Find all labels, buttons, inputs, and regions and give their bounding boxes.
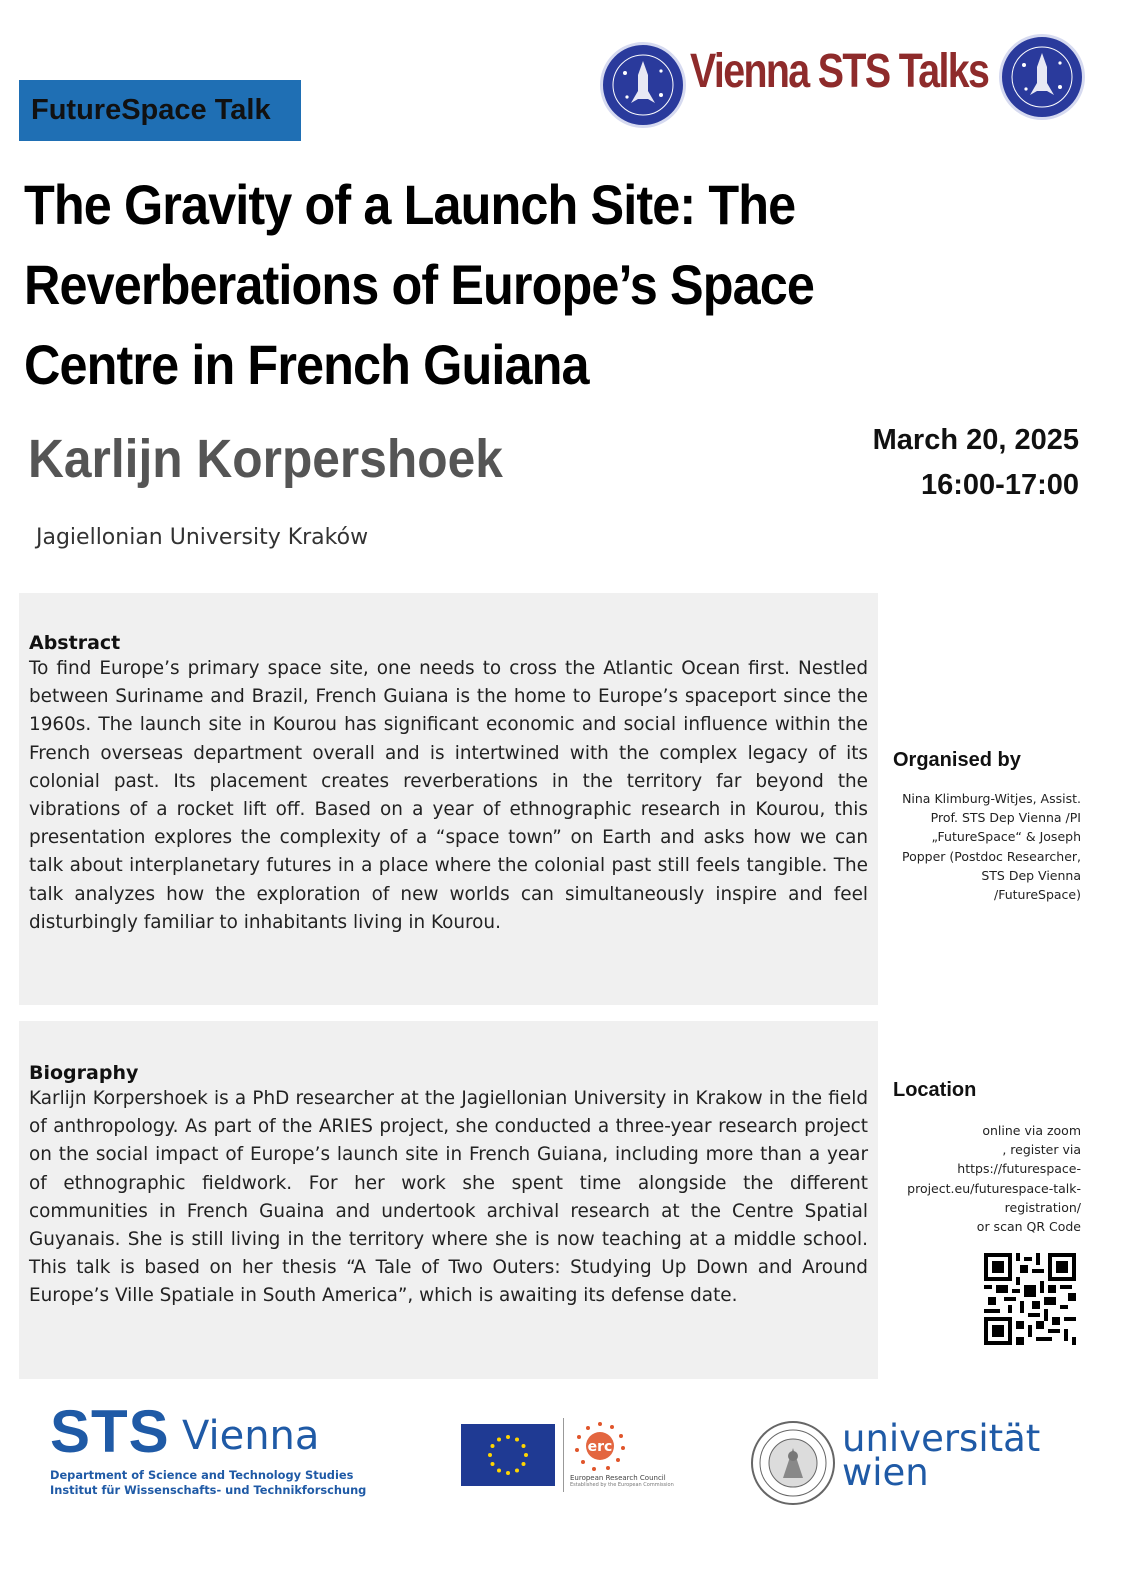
uni-line1: universität bbox=[842, 1417, 1041, 1460]
organised-heading: Organised by bbox=[893, 749, 1021, 771]
organisers-line: /FutureSpace) bbox=[994, 887, 1081, 903]
location-link[interactable]: https://futurespace- bbox=[957, 1161, 1081, 1177]
organisers-line: Popper (Postdoc Researcher, bbox=[901, 848, 1081, 864]
organisers-line: STS Dep Vienna bbox=[981, 867, 1081, 883]
location-link[interactable]: registration/ bbox=[1004, 1199, 1081, 1215]
sts-dept-en: Department of Science and Technology Studies bbox=[50, 1468, 354, 1482]
logo-divider bbox=[563, 1418, 564, 1492]
location-text bbox=[876, 1121, 1081, 1236]
erc-name: European Research Council bbox=[570, 1474, 666, 1482]
erc-caption bbox=[570, 1474, 674, 1488]
erc-logo bbox=[570, 1418, 674, 1494]
event-date: March 20, 2025 bbox=[872, 424, 1079, 456]
biography-text: Karlijn Korpershoek is a PhD researcher at the Jagiellonian University in Krakow in the field of anthropology. As part of the ARIES project, she conducted a three-year research project on the social impact of Europe’s launch site in French Guiana, including more than a year of ethnographic fieldwork. For her work she spent time alongside the different communities in French Guaina and undertook archival research at the Centre Spatial Guyanais. She is still living in the territory where she is now teaching at a middle school. This talk is based on her thesis “A Tale of Two Outers: Studying Up Down and Around Europe’s Ville Spatiale in South America”, which is awaiting its defense date. bbox=[29, 1088, 868, 1307]
vienna-sts-talks-logo bbox=[600, 34, 1085, 134]
organisers-text bbox=[876, 789, 1081, 904]
biography-panel bbox=[19, 1021, 878, 1379]
talk-series-tag: FutureSpace Talk bbox=[19, 80, 301, 141]
organisers-line: Prof. STS Dep Vienna /PI bbox=[930, 810, 1081, 826]
university-wordmark bbox=[842, 1417, 1041, 1494]
talk-title: The Gravity of a Launch Site: The Reverberations of Europe’s Space Centre in French Guiana bbox=[24, 173, 815, 396]
sts-dept-de: Institut für Wissenschafts- und Technikforschung bbox=[50, 1483, 367, 1497]
erc-sub: Established by the European Commission bbox=[570, 1482, 674, 1488]
erc-burst-icon bbox=[570, 1418, 630, 1474]
speaker-affiliation: Jagiellonian University Kraków bbox=[36, 525, 369, 550]
sts-vienna-logo bbox=[50, 1398, 370, 1505]
qr-code-icon[interactable] bbox=[984, 1253, 1076, 1345]
abstract-panel bbox=[19, 593, 878, 1005]
speaker-name: Karlijn Korpershoek bbox=[28, 429, 503, 489]
rocket-badge-left-icon bbox=[600, 42, 686, 128]
event-datetime bbox=[873, 418, 1079, 508]
series-logo-text: Vienna STS Talks bbox=[690, 45, 989, 98]
location-heading: Location bbox=[893, 1079, 977, 1101]
university-seal-icon bbox=[750, 1420, 836, 1506]
rocket-badge-right-icon bbox=[999, 34, 1085, 120]
abstract-text: To find Europe’s primary space site, one needs to cross the Atlantic Ocean first. Nestled between Suriname and Brazil, French Guiana is the home to Europe’s spaceport since the 1960s. The launch site in Kourou has significant economic and social influence within the French overseas department overall and is intertwined with the complex legacy of its colonial past. Its placement creates reverberations in the territory far beyond the vibrations of a rocket lift off. Based on a year of ethnographic research in Kourou, this presentation explores the complexity of a “space town” on Earth and asks how we can talk about interplanetary futures in a place where the colonial past still feels tangible. The talk analyzes how the exploration of new worlds can simultaneously inspire and feel disturbingly familiar to inhabitants living in Kourou. bbox=[29, 658, 868, 933]
sts-logo-city: Vienna bbox=[182, 1413, 320, 1459]
location-line: , register via bbox=[1002, 1142, 1081, 1158]
uni-line2: wien bbox=[842, 1451, 929, 1494]
organisers-line: Nina Klimburg-Witjes, Assist. bbox=[902, 791, 1081, 806]
location-link[interactable]: project.eu/futurespace-talk- bbox=[907, 1180, 1081, 1196]
erc-short-text: erc bbox=[587, 1439, 613, 1455]
location-line: or scan QR Code bbox=[976, 1219, 1081, 1235]
organisers-line: „FutureSpace“ & Joseph bbox=[931, 829, 1081, 845]
sts-logo-text: STS bbox=[50, 1398, 170, 1465]
biography-heading: Biography bbox=[29, 1062, 139, 1084]
event-time: 16:00-17:00 bbox=[921, 469, 1079, 501]
abstract-heading: Abstract bbox=[29, 632, 121, 654]
eu-flag-icon bbox=[461, 1424, 555, 1486]
location-line: online via zoom bbox=[982, 1123, 1081, 1138]
sts-department-text bbox=[50, 1468, 366, 1498]
